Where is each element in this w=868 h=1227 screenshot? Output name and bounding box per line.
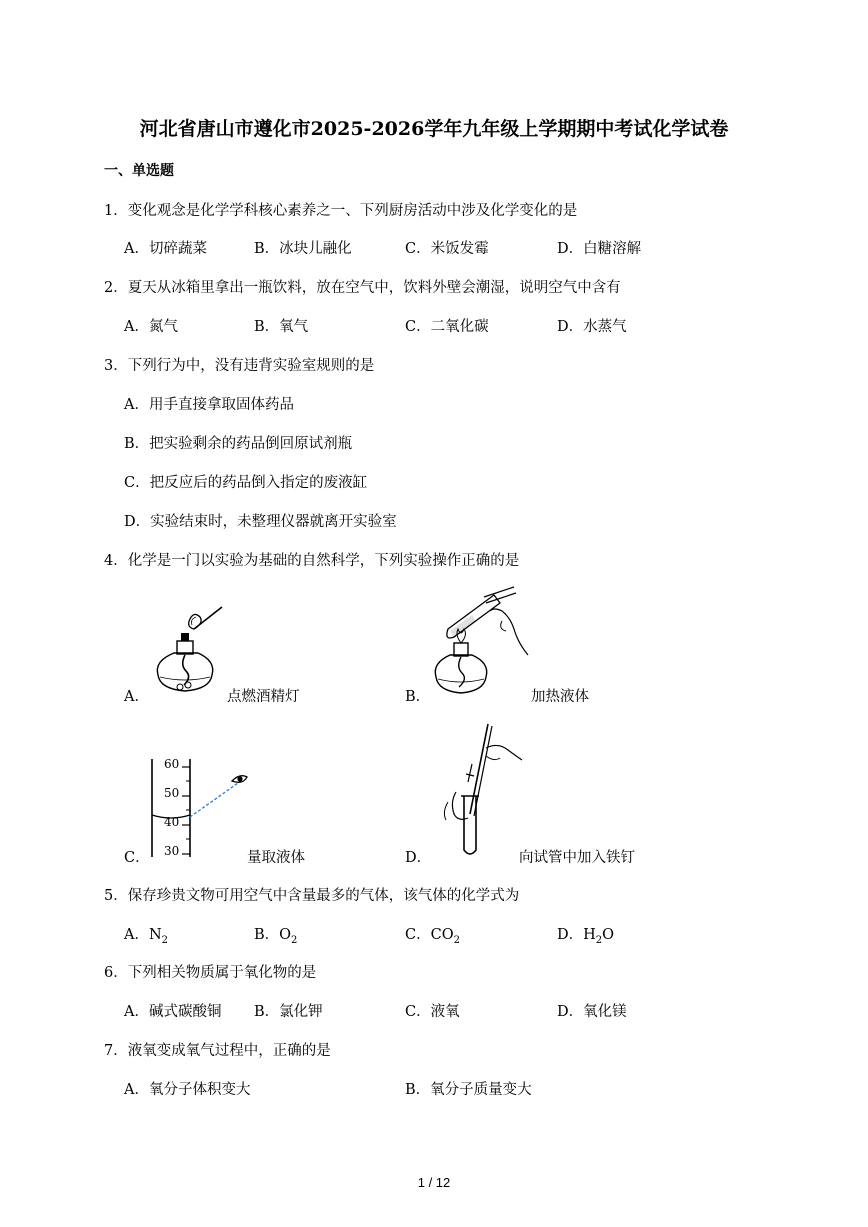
question-4-stem: 4．化学是一门以实验为基础的自然科学，下列实验操作正确的是 bbox=[104, 553, 520, 569]
q2-option-a[interactable]: A．氮气 bbox=[124, 319, 178, 335]
page-title: 河北省唐山市遵化市2025-2026学年九年级上学期期中考试化学试卷 bbox=[139, 118, 729, 140]
question-3-stem: 3．下列行为中，没有违背实验室规则的是 bbox=[104, 358, 375, 374]
q5-option-d[interactable]: D．$H_2O$ bbox=[557, 927, 615, 946]
page-number: 1 / 12 bbox=[417, 1175, 451, 1190]
q1-option-d[interactable]: D．白糖溶解 bbox=[557, 241, 642, 257]
q3-option-d[interactable]: D．实验结束时，未整理仪器就离开实验室 bbox=[124, 514, 397, 530]
q4-option-d-caption: 向试管中加入铁钉 bbox=[519, 850, 635, 866]
q4-option-a-letter[interactable]: A． bbox=[124, 689, 149, 705]
q6-option-b[interactable]: B．氯化钾 bbox=[254, 1004, 323, 1020]
cylinder-tick-40: 40 bbox=[164, 815, 180, 829]
q1-option-b[interactable]: B．冰块儿融化 bbox=[254, 241, 352, 257]
q7-option-a[interactable]: A．氧分子体积变大 bbox=[124, 1082, 251, 1098]
q5-option-c[interactable]: C．$CO_2$ bbox=[405, 927, 460, 946]
q4-option-c-letter[interactable]: C． bbox=[124, 850, 150, 866]
question-5-stem: 5．保存珍贵文物可用空气中含量最多的气体，该气体的化学式为 bbox=[104, 888, 520, 904]
q7-option-b[interactable]: B．氧分子质量变大 bbox=[405, 1082, 532, 1098]
q2-option-d[interactable]: D．水蒸气 bbox=[557, 319, 627, 335]
question-6-stem: 6．下列相关物质属于氧化物的是 bbox=[104, 965, 317, 981]
q2-option-b[interactable]: B．氧气 bbox=[254, 319, 309, 335]
q4-option-b-letter[interactable]: B． bbox=[405, 689, 431, 705]
q3-option-b[interactable]: B．把实验剩余的药品倒回原试剂瓶 bbox=[124, 436, 353, 452]
heating-liquid-icon bbox=[428, 585, 538, 700]
cylinder-tick-50: 50 bbox=[164, 786, 180, 800]
q5-option-b[interactable]: B．$O_2$ bbox=[254, 927, 298, 946]
q3-option-c[interactable]: C．把反应后的药品倒入指定的废液缸 bbox=[124, 475, 368, 491]
adding-nail-test-tube-icon bbox=[428, 722, 523, 862]
alcohol-lamp-lighting-icon bbox=[150, 605, 225, 700]
cylinder-tick-60: 60 bbox=[164, 757, 180, 771]
q5-option-a[interactable]: A．$N_2$ bbox=[124, 927, 169, 946]
q2-option-c[interactable]: C．二氧化碳 bbox=[405, 319, 489, 335]
q4-option-a-caption: 点燃酒精灯 bbox=[227, 689, 300, 705]
question-2-stem: 2．夏天从冰箱里拿出一瓶饮料，放在空气中，饮料外壁会潮湿，说明空气中含有 bbox=[104, 280, 621, 296]
q3-option-a[interactable]: A．用手直接拿取固体药品 bbox=[124, 397, 294, 413]
q1-option-a[interactable]: A．切碎蔬菜 bbox=[124, 241, 207, 257]
q1-option-c[interactable]: C．米饭发霉 bbox=[405, 241, 489, 257]
q6-option-a[interactable]: A．碱式碳酸铜 bbox=[124, 1004, 222, 1020]
q6-option-d[interactable]: D．氧化镁 bbox=[557, 1004, 627, 1020]
q6-option-c[interactable]: C．液氧 bbox=[405, 1004, 460, 1020]
q4-option-b-caption: 加热液体 bbox=[531, 689, 589, 705]
question-7-stem: 7．液氧变成氧气过程中，正确的是 bbox=[104, 1043, 331, 1059]
question-1-stem: 1．变化观念是化学学科核心素养之一、下列厨房活动中涉及化学变化的是 bbox=[104, 203, 578, 219]
q4-option-c-caption: 量取液体 bbox=[247, 850, 305, 866]
cylinder-tick-30: 30 bbox=[164, 844, 180, 858]
section-heading: 一、单选题 bbox=[104, 163, 174, 179]
q4-option-d-letter[interactable]: D． bbox=[405, 850, 432, 866]
